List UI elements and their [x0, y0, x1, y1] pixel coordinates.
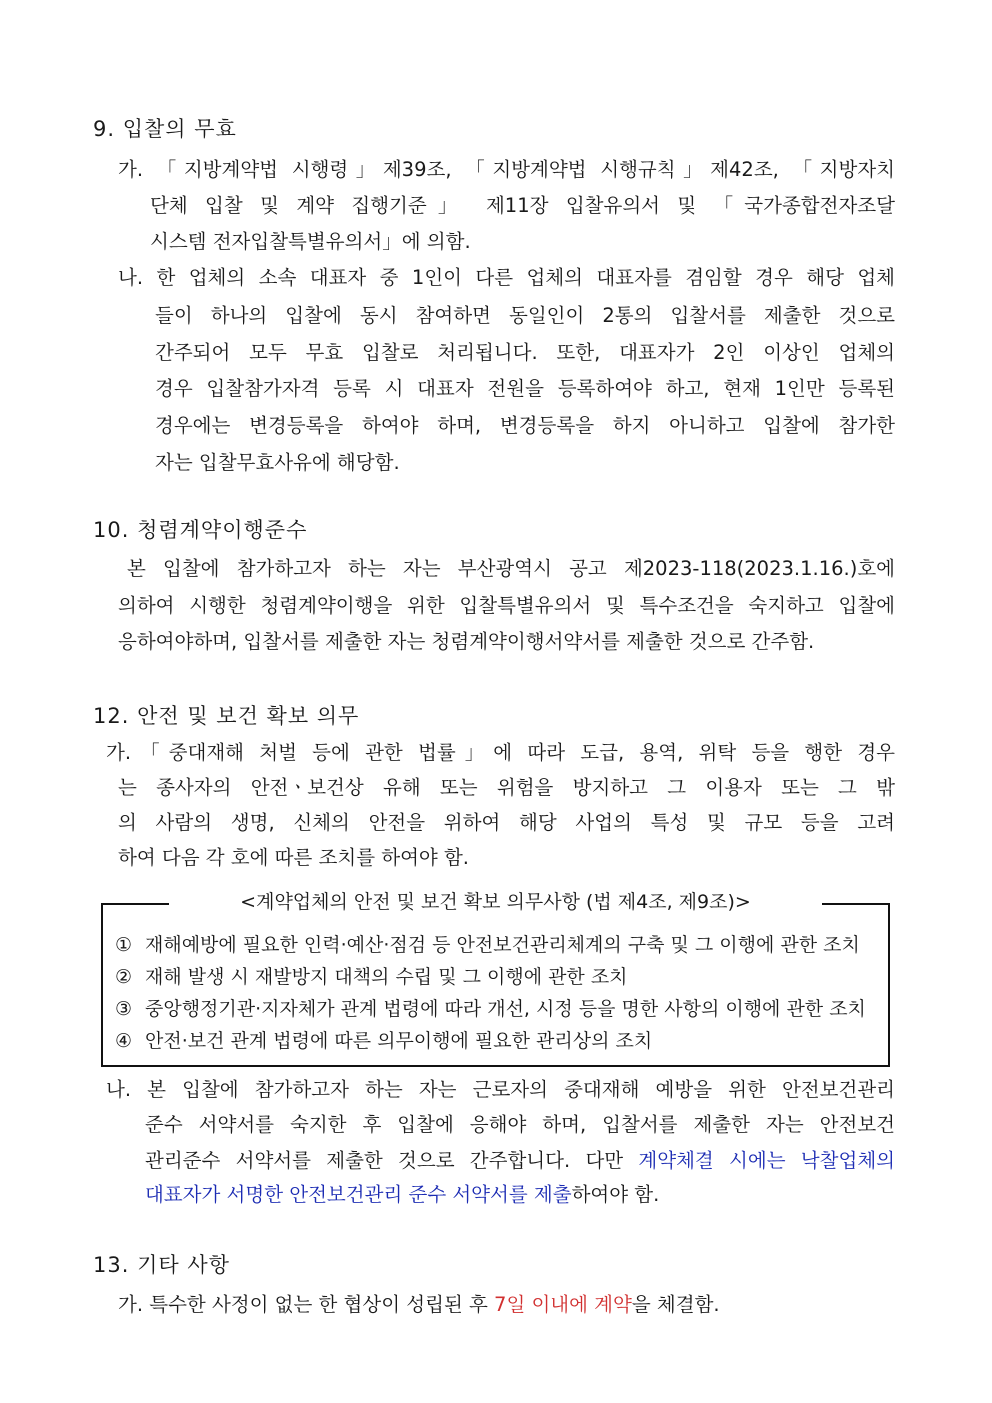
obligation-num: ②	[115, 966, 133, 988]
s12-na-tail: 하여야 함.	[571, 1183, 660, 1206]
obligation-item	[115, 964, 628, 990]
s9-na-line-5: 경우에는 변경등록을 하여야 하며, 변경등록을 하지 아니하고 입찰에 참가한	[155, 414, 895, 437]
s12-na-line-1: 나. 본 입찰에 참가하고자 하는 자는 근로자의 중대재해 예방을 위한 안전보건관리	[106, 1078, 895, 1101]
obligation-num: ③	[115, 998, 133, 1020]
s10-line-2: 의하여 시행한 청렴계약이행을 위한 입찰특별유의서 및 특수조건을 숙지하고 입찰에	[118, 594, 895, 617]
s9-na-line-2: 들이 하나의 입찰에 동시 참여하면 동일인이 2통의 입찰서를 제출한 것으로	[155, 304, 895, 327]
s13-ga-pre: 가. 특수한 사정이 없는 한 협상이 성립된 후	[118, 1293, 495, 1316]
s13-ga-emphasis: 7일 이내에 계약	[494, 1293, 632, 1316]
s12-na-emphasis-2: 대표자가 서명한 안전보건관리 준수 서약서를 제출	[145, 1183, 572, 1206]
obligation-num: ①	[115, 934, 133, 956]
s12-ga-line-1: 가.「중대재해 처벌 등에 관한 법률」에 따라 도급, 용역, 위탁 등을 행한 경우	[106, 741, 895, 764]
s12-na-emphasis-1: 계약체결 시에는 낙찰업체의	[638, 1149, 895, 1172]
s12-ga-line-4: 하여 다음 각 호에 따른 조치를 하여야 함.	[118, 846, 469, 869]
s9-na-line-4: 경우 입찰참가자격 등록 시 대표자 전원을 등록하여야 하고, 현재 1인만 등록된	[155, 377, 895, 400]
s12-ga-line-2: 는 종사자의 안전ㆍ보건상 유해 또는 위험을 방지하고 그 이용자 또는 그 밖	[118, 776, 895, 799]
obligation-text: 중앙행정기관·지자체가 관계 법령에 따라 개선, 시정 등을 명한 사항의 이행에 관한 조치	[145, 998, 866, 1020]
s12-na-line-3	[145, 1148, 895, 1174]
obligation-text: 재해예방에 필요한 인력·예산·점검 등 안전보건관리체계의 구축 및 그 이행에 관한 조치	[145, 934, 860, 956]
s12-na-line-4	[145, 1182, 659, 1208]
s9-na-line-1: 나. 한 업체의 소속 대표자 중 1인이 다른 업체의 대표자를 겸임할 경우 해당 업체	[118, 266, 895, 289]
s12-na-line-3-text: 관리준수 서약서를 제출한 것으로 간주합니다. 다만	[145, 1149, 639, 1172]
section-10-title: 10. 청렴계약이행준수	[93, 518, 308, 542]
s10-line-1: 본 입찰에 참가하고자 하는 자는 부산광역시 공고 제2023-118(2023.1.16.)호에	[127, 557, 895, 580]
obligation-item	[115, 1028, 652, 1054]
section-9-title: 9. 입찰의 무효	[93, 117, 237, 141]
s10-line-3: 응하여야하며, 입찰서를 제출한 자는 청렴계약이행서약서를 제출한 것으로 간주함.	[118, 630, 815, 653]
s13-ga-line	[118, 1292, 720, 1318]
s12-ga-line-3: 의 사람의 생명, 신체의 안전을 위하여 해당 사업의 특성 및 규모 등을 고려	[118, 811, 895, 834]
section-12-title: 12. 안전 및 보건 확보 의무	[93, 704, 360, 728]
s9-na-line-3: 간주되어 모두 무효 입찰로 처리됩니다. 또한, 대표자가 2인 이상인 업체의	[155, 341, 895, 364]
obligation-item	[115, 932, 860, 958]
obligation-text: 재해 발생 시 재발방지 대책의 수립 및 그 이행에 관한 조치	[145, 966, 628, 988]
s9-na-line-6: 자는 입찰무효사유에 해당함.	[155, 451, 400, 474]
s9-ga-line-3: 시스템 전자입찰특별유의서」에 의함.	[150, 230, 471, 253]
obligation-text: 안전·보건 관계 법령에 따른 의무이행에 필요한 관리상의 조치	[145, 1030, 653, 1052]
obligation-item	[115, 996, 866, 1022]
obligations-box-title: <계약업체의 안전 및 보건 확보 의무사항 (법 제4조, 제9조)>	[240, 891, 751, 913]
s9-ga-line-2: 단체 입찰 및 계약 집행기준」 제11장 입찰유의서 및 「국가종합전자조달	[150, 194, 895, 217]
s9-ga-line-1: 가. 「지방계약법 시행령」제39조, 「지방계약법 시행규칙」제42조, 「지방자치	[118, 158, 895, 181]
s13-ga-post: 을 체결함.	[631, 1293, 720, 1316]
obligation-num: ④	[115, 1030, 133, 1052]
s12-na-line-2: 준수 서약서를 숙지한 후 입찰에 응해야 하며, 입찰서를 제출한 자는 안전보건	[145, 1113, 895, 1136]
section-13-title: 13. 기타 사항	[93, 1253, 230, 1277]
